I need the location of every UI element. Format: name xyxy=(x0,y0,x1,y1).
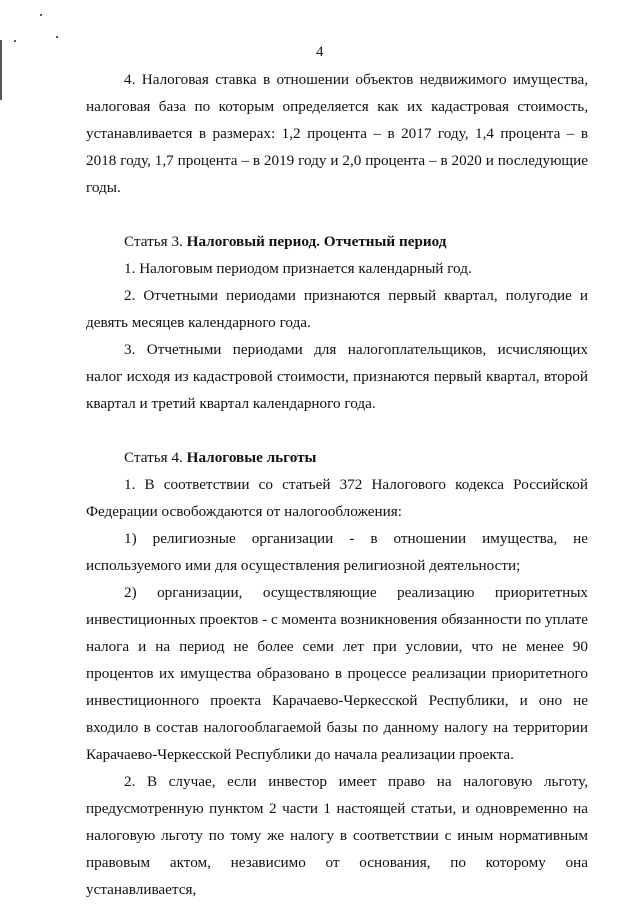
article-4-heading xyxy=(86,444,588,471)
article-3-heading xyxy=(86,228,588,255)
paragraph-tax-rate: 4. Налоговая ставка в отношении объектов недвижимого имущества, налоговая база по которым определяется как их кадастровая стоимость, устанавливается в размерах: 1,2 процента – в 2017 году, 1,4 процента – в 2018 году, 1,7 процента – в 2019 году и 2,0 процента – в 2020 и последующие годы. xyxy=(86,71,588,196)
paragraph-tax-period: 1. Налоговым периодом признается календарный год. xyxy=(124,260,472,277)
page-number: 4 xyxy=(316,44,324,60)
scan-mark-dot xyxy=(40,14,42,16)
paragraph-reporting-periods-cadastral: 3. Отчетными периодами для налогоплательщиков, исчисляющих налог исходя из кадастровой стоимости, признаются первый квартал, второй квартал и третий квартал календарного года. xyxy=(86,341,588,412)
paragraph-investor-choice: 2. В случае, если инвестор имеет право на налоговую льготу, предусмотренную пунктом 2 части 1 настоящей статьи, и одновременно на налоговую льготу по тому же налогу в соответствии с иным нормативным правовым актом, независимо от основания, по которому она устанавливается, xyxy=(86,773,588,898)
paragraph-exemptions-intro: 1. В соответствии со статьей 372 Налогового кодекса Российской Федерации освобождаются от налогообложения: xyxy=(86,476,588,520)
paragraph-exemption-investment: 2) организации, осуществляющие реализацию приоритетных инвестиционных проектов - с момента возникновения обязанности по уплате налога и на период не более семи лет при условии, что не менее 90 процентов их имущества образовано в процессе реализации приоритетного инвестиционного проекта Карачаево-Черкесской Республики, и оно не входило в состав налогооблагаемой базы по данному налогу на территории Карачаево-Черкесской Республики до начала реализации проекта. xyxy=(86,584,588,763)
article-4-title: Налоговые льготы xyxy=(186,449,317,466)
article-4-prefix: Статья 4. xyxy=(124,449,183,466)
article-3-prefix: Статья 3. xyxy=(124,233,183,250)
paragraph-reporting-periods: 2. Отчетными периодами признаются первый квартал, полугодие и девять месяцев календарного года. xyxy=(86,287,588,331)
document-body xyxy=(86,66,588,903)
article-3-title: Налоговый период. Отчетный период xyxy=(186,233,447,250)
paragraph-exemption-religious: 1) религиозные организации - в отношении имущества, не используемого ими для осуществления религиозной деятельности; xyxy=(86,530,588,574)
scan-mark-dot xyxy=(14,40,16,42)
scan-mark-dot xyxy=(56,36,58,38)
